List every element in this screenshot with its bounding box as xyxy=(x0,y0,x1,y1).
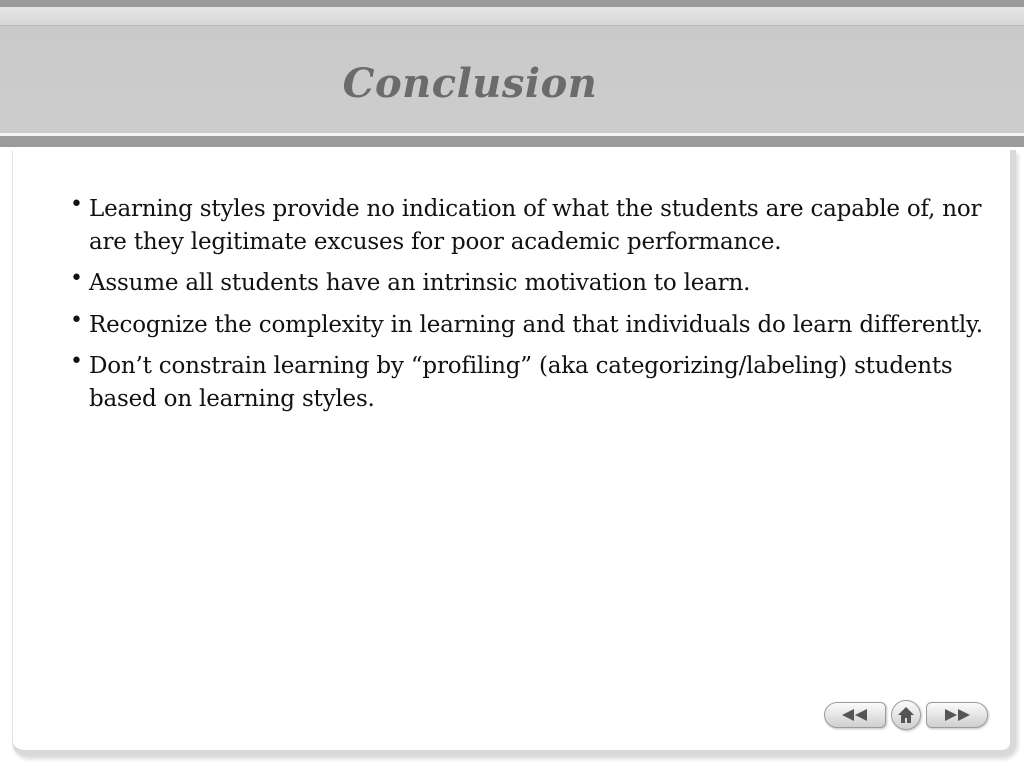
slide-title: Conclusion xyxy=(342,60,598,107)
header-accent-bar xyxy=(0,136,1024,147)
bullet-list xyxy=(70,193,1005,424)
bullet-text: Learning styles provide no indication of what the students are capable of, nor are they legitimate excuses for poor academic performance. xyxy=(89,196,982,255)
fast-forward-icon xyxy=(942,708,972,722)
bullet-item xyxy=(70,267,1005,300)
bullet-icon: • xyxy=(70,307,83,333)
home-button[interactable] xyxy=(891,700,921,730)
rewind-icon xyxy=(840,708,870,722)
bullet-item xyxy=(70,350,1005,415)
bullet-text: Recognize the complexity in learning and that individuals do learn differently. xyxy=(89,311,983,338)
bullet-item xyxy=(70,309,1005,342)
bullet-icon: • xyxy=(70,192,83,217)
previous-slide-button[interactable] xyxy=(824,702,886,728)
bullet-text: Don’t constrain learning by “profiling” (aka categorizing/labeling) students based on learning styles. xyxy=(89,353,953,412)
bullet-text: Assume all students have an intrinsic motivation to learn. xyxy=(89,270,751,296)
bullet-icon: • xyxy=(70,266,83,291)
bullet-item xyxy=(70,193,1005,258)
slide-navigation xyxy=(824,700,990,732)
top-strip-light xyxy=(0,7,1024,25)
top-strip xyxy=(0,0,1024,7)
next-slide-button[interactable] xyxy=(926,702,988,728)
bullet-icon: • xyxy=(70,349,83,374)
home-icon xyxy=(897,706,915,724)
